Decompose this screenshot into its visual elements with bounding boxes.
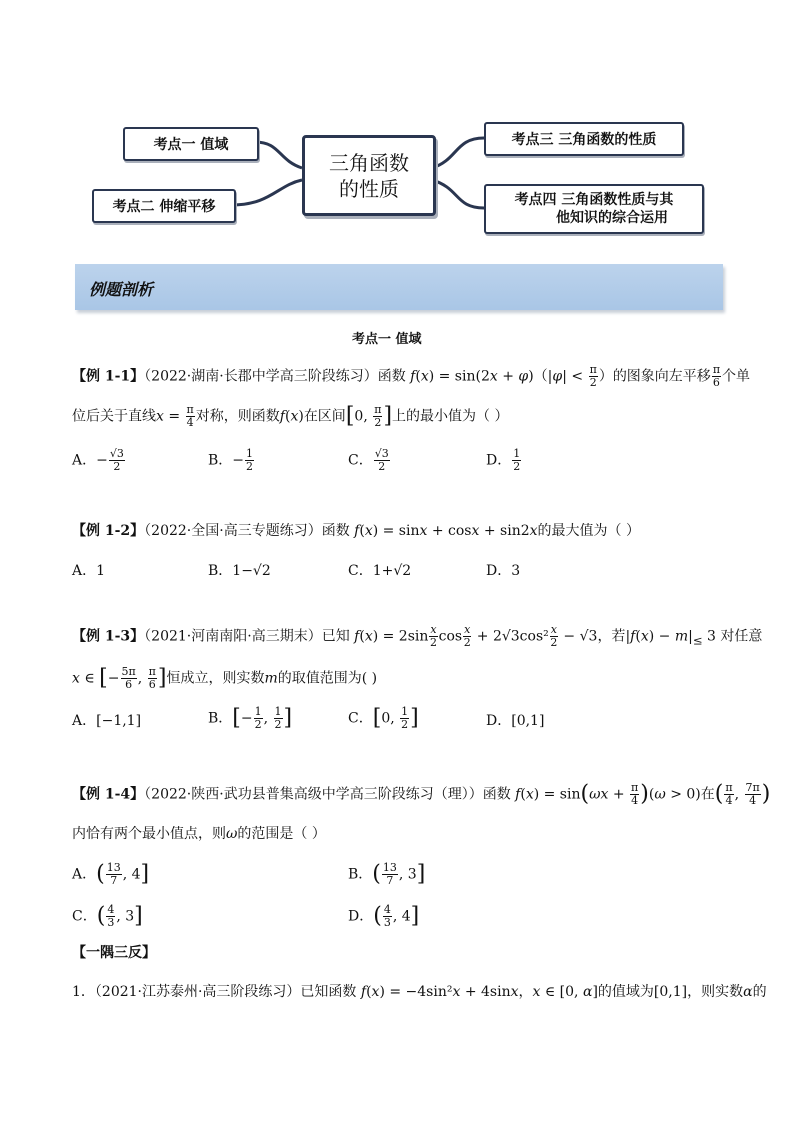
mindmap-node-1: 考点一 值域 xyxy=(123,127,259,161)
example-1-3-text2: 3 对任意 xyxy=(707,628,763,645)
example-1-4-line1: 【例 1-4】（2022·陕西·武功县普集高级中学高三阶段练习（理））函数 f(x) = sin(ωx + $\frac{\pi}{4}$ )(ω > 0)在( $\frac{\pi}{4}$ , $\frac{7\pi}{4}$ ) xyxy=(72,781,771,807)
example-1-4-label: 【例 1-4】 xyxy=(72,786,145,803)
example-1-1-option-b[interactable]: B．− $\frac{1}{2}$ xyxy=(208,447,254,473)
example-1-3-text1: ，若 xyxy=(597,628,626,645)
example-1-3-source: （2021·河南南阳·高三期末）已知 xyxy=(144,628,350,645)
section-banner xyxy=(75,264,723,310)
example-1-4-option-b[interactable]: B．( $\frac{13}{7}$ , 3] xyxy=(348,861,426,887)
practice-question-1-text1: ， xyxy=(518,984,533,1000)
example-1-2-option-c[interactable]: C．1+√2 xyxy=(348,563,412,579)
example-1-1-text2: 个单 xyxy=(722,368,751,385)
practice-question-1: 1．（2021·江苏泰州·高三阶段练习）已知函数 f(x) = −4sin²x + 4sinx，x ∈ [0, α]的值域为[0,1]，则实数α的 xyxy=(72,984,767,1000)
example-1-3-option-a[interactable]: A．[−1,1] xyxy=(72,713,142,729)
example-1-3-label: 【例 1-3】 xyxy=(72,628,145,645)
mindmap-node-4-line1: 考点四 三角函数性质与其 xyxy=(514,192,674,208)
example-1-3-line2: x ∈ [− $\frac{5\pi}{6}$ , $\frac{\pi}{6}$ ]恒成立，则实数m的取值范围为( ) xyxy=(72,665,378,691)
example-1-3-line1: 【例 1-3】（2021·河南南阳·高三期末）已知 f(x) = 2sin $\frac{x}{2}$ cos $\frac{x}{2}$ + 2√3cos² $\frac{x}{2}$ − √3，若$|f(x) - m|_\le$ 3 对任意 xyxy=(72,623,763,649)
example-1-3-option-c[interactable]: C．[0, $\frac{1}{2}$ ] xyxy=(348,705,419,731)
example-1-4-text2: 内恰有两个最小值点，则 xyxy=(72,826,226,842)
mindmap-node-4-line2: 他知识的综合运用 xyxy=(556,210,668,226)
mindmap-node-4 xyxy=(484,184,704,234)
example-1-2-option-d[interactable]: D．3 xyxy=(486,563,521,579)
mindmap-center xyxy=(302,135,436,216)
example-1-4-option-d[interactable]: D．( $\frac{4}{3}$ , 4] xyxy=(348,903,420,929)
mindmap-node-3: 考点三 三角函数的性质 xyxy=(484,122,684,156)
example-1-2-option-a[interactable]: A．1 xyxy=(72,563,106,579)
example-1-1-source: （2022·湖南·长郡中学高三阶段练习）函数 xyxy=(144,368,406,385)
example-1-3-text4: 的取值范围为( ) xyxy=(277,670,378,687)
example-1-1-text3: 位后关于直线 xyxy=(72,408,156,425)
practice-question-1-text3: ，则实数 xyxy=(687,984,744,1000)
example-1-4-option-c[interactable]: C．( $\frac{4}{3}$ , 3] xyxy=(72,903,143,929)
example-1-1-label: 【例 1-1】 xyxy=(72,368,145,385)
practice-question-1-text4: 的 xyxy=(752,984,767,1000)
example-1-3-option-d[interactable]: D．[0,1] xyxy=(486,713,545,729)
example-1-4-source: （2022·陕西·武功县普集高级中学高三阶段练习（理））函数 xyxy=(144,786,511,803)
practice-heading: 【一隅三反】 xyxy=(72,945,156,961)
example-1-4-text1: 在 xyxy=(700,786,715,803)
example-1-1-line1: 【例 1-1】（2022·湖南·长郡中学高三阶段练习）函数 f(x) = sin(2x + φ)（|φ| < $\frac{\pi}{2}$ ）的图象向左平移 $\frac{\pi}{6}$ 个单 xyxy=(72,363,751,389)
example-1-1-line2: 位后关于直线x = $\frac{\pi}{4}$ 对称，则函数f(x)在区间[0, $\frac{\pi}{2}$ ]上的最小值为（ ） xyxy=(72,403,509,429)
example-1-4-line2: 内恰有两个最小值点，则ω的范围是（ ） xyxy=(72,826,326,842)
section-title: 考点一 值域 xyxy=(352,332,422,347)
banner-title: 例题剖析 xyxy=(89,280,154,299)
example-1-2-option-b[interactable]: B．1−√2 xyxy=(208,563,271,579)
mindmap-center-line1: 三角函数 xyxy=(329,150,409,175)
example-1-1-option-d[interactable]: D． $\frac{1}{2}$ xyxy=(486,447,521,473)
example-1-2-line1: 【例 1-2】（2022·全国·高三专题练习）函数 f(x) = sinx + cosx + sin2x的最大值为（ ） xyxy=(72,523,640,539)
example-1-1-text4: 对称，则函数 xyxy=(195,408,280,425)
example-1-3-text3: 恒成立，则实数 xyxy=(166,670,265,687)
example-1-1-text1: 的图象向左平移 xyxy=(612,368,711,385)
example-1-2-source: （2022·全国·高三专题练习）函数 xyxy=(144,523,350,539)
example-1-1-text6: 上的最小值为（ ） xyxy=(392,408,509,425)
example-1-2-text1: 的最大值为（ ） xyxy=(537,523,640,539)
example-1-1-option-a[interactable]: A．− $\frac{√3}{2}$ xyxy=(72,447,124,473)
practice-question-1-source: 1．（2021·江苏泰州·高三阶段练习）已知函数 xyxy=(72,984,357,1000)
example-1-4-text3: 的范围是（ ） xyxy=(237,826,326,842)
example-1-2-label: 【例 1-2】 xyxy=(72,523,145,539)
example-1-1-text5: 在区间 xyxy=(303,408,346,425)
example-1-3-option-b[interactable]: B．[− $\frac{1}{2}$ , $\frac{1}{2}$ ] xyxy=(208,705,293,731)
mindmap-center-line2: 的性质 xyxy=(339,176,399,201)
practice-question-1-text2: 的值域为 xyxy=(597,984,654,1000)
mindmap-node-2: 考点二 伸缩平移 xyxy=(92,189,236,223)
example-1-4-option-a[interactable]: A．( $\frac{13}{7}$ , 4] xyxy=(72,861,150,887)
example-1-1-option-c[interactable]: C． $\frac{√3}{2}$ xyxy=(348,447,389,473)
